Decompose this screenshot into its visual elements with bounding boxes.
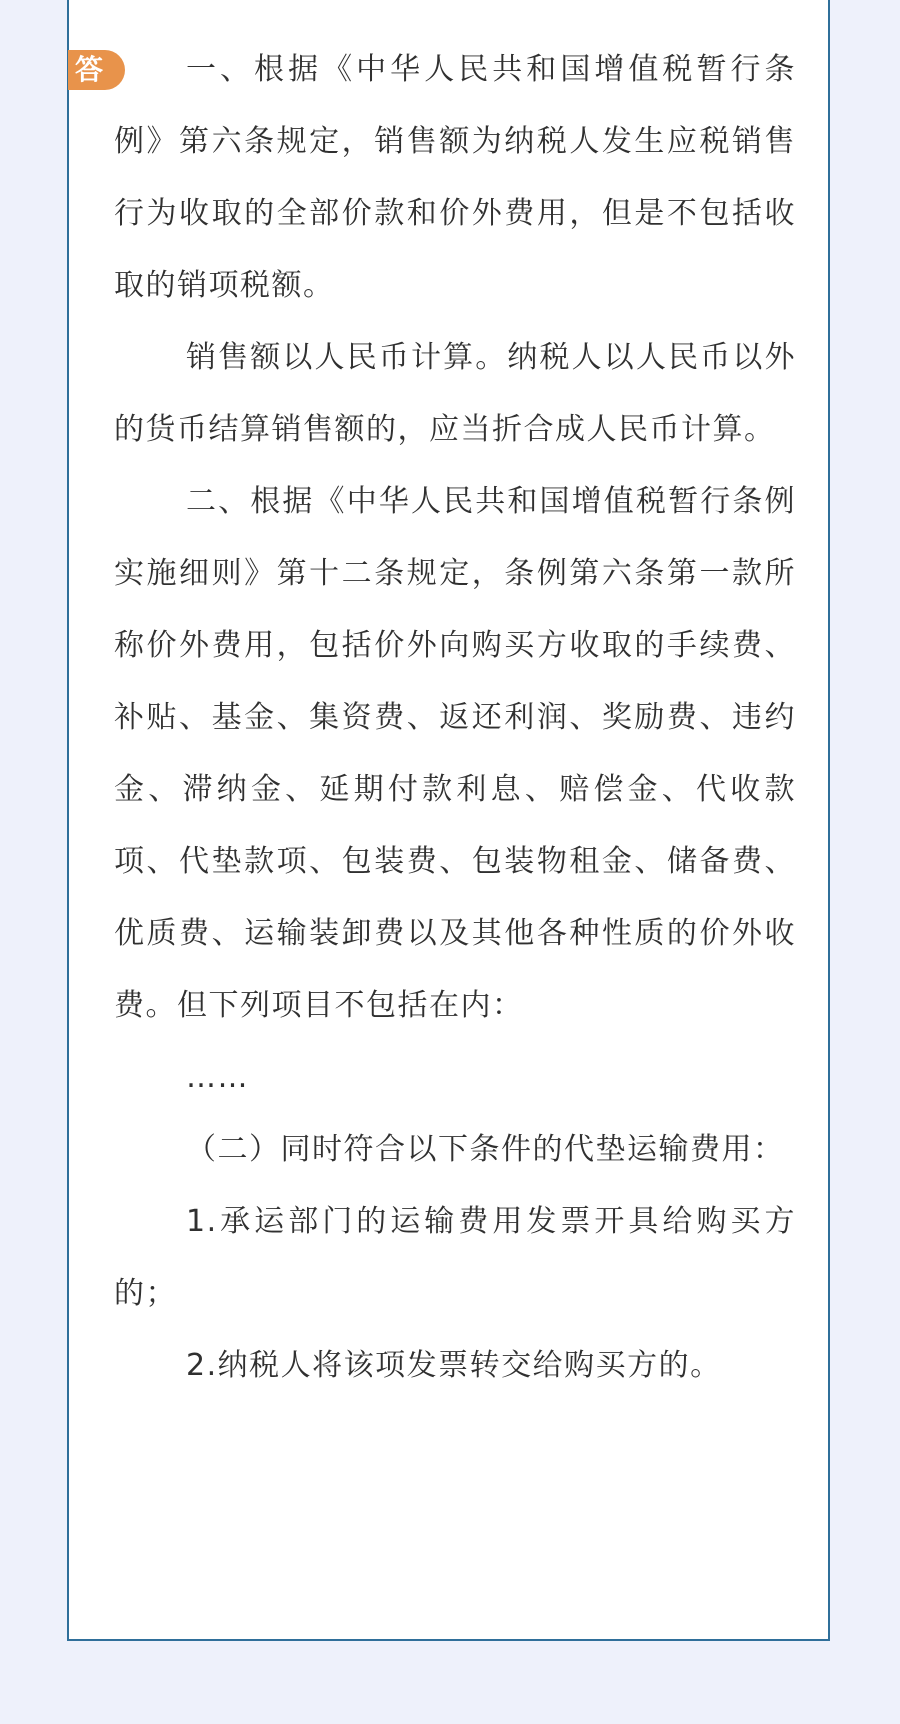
answer-content xyxy=(114,34,796,1402)
paragraph-5: 1.承运部门的运输费用发票开具给购买方的； xyxy=(114,1204,796,1311)
answer-card xyxy=(67,0,830,1641)
paragraph-3: 二、根据《中华人民共和国增值税暂行条例实施细则》第十二条规定，条例第六条第一款所称价外费用，包括价外向购买方收取的手续费、补贴、基金、集资费、返还利润、奖励费、违约金、滞纳金、延期付款利息、赔偿金、代收款项、代垫款项、包装费、包装物租金、储备费、优质费、运输装卸费以及其他各种性质的价外收费。但下列项目不包括在内： xyxy=(114,484,796,1023)
paragraph-2: 销售额以人民币计算。纳税人以人民币以外的货币结算销售额的，应当折合成人民币计算。 xyxy=(114,340,796,447)
paragraph-4: （二）同时符合以下条件的代垫运输费用： xyxy=(186,1132,785,1167)
answer-badge: 答 xyxy=(68,50,125,90)
paragraph-1: 一、根据《中华人民共和国增值税暂行条例》第六条规定，销售额为纳税人发生应税销售行为收取的全部价款和价外费用，但是不包括收取的销项税额。 xyxy=(114,52,796,303)
paragraph-ellipsis: …… xyxy=(186,1060,249,1095)
paragraph-6: 2.纳税人将该项发票转交给购买方的。 xyxy=(186,1348,722,1383)
